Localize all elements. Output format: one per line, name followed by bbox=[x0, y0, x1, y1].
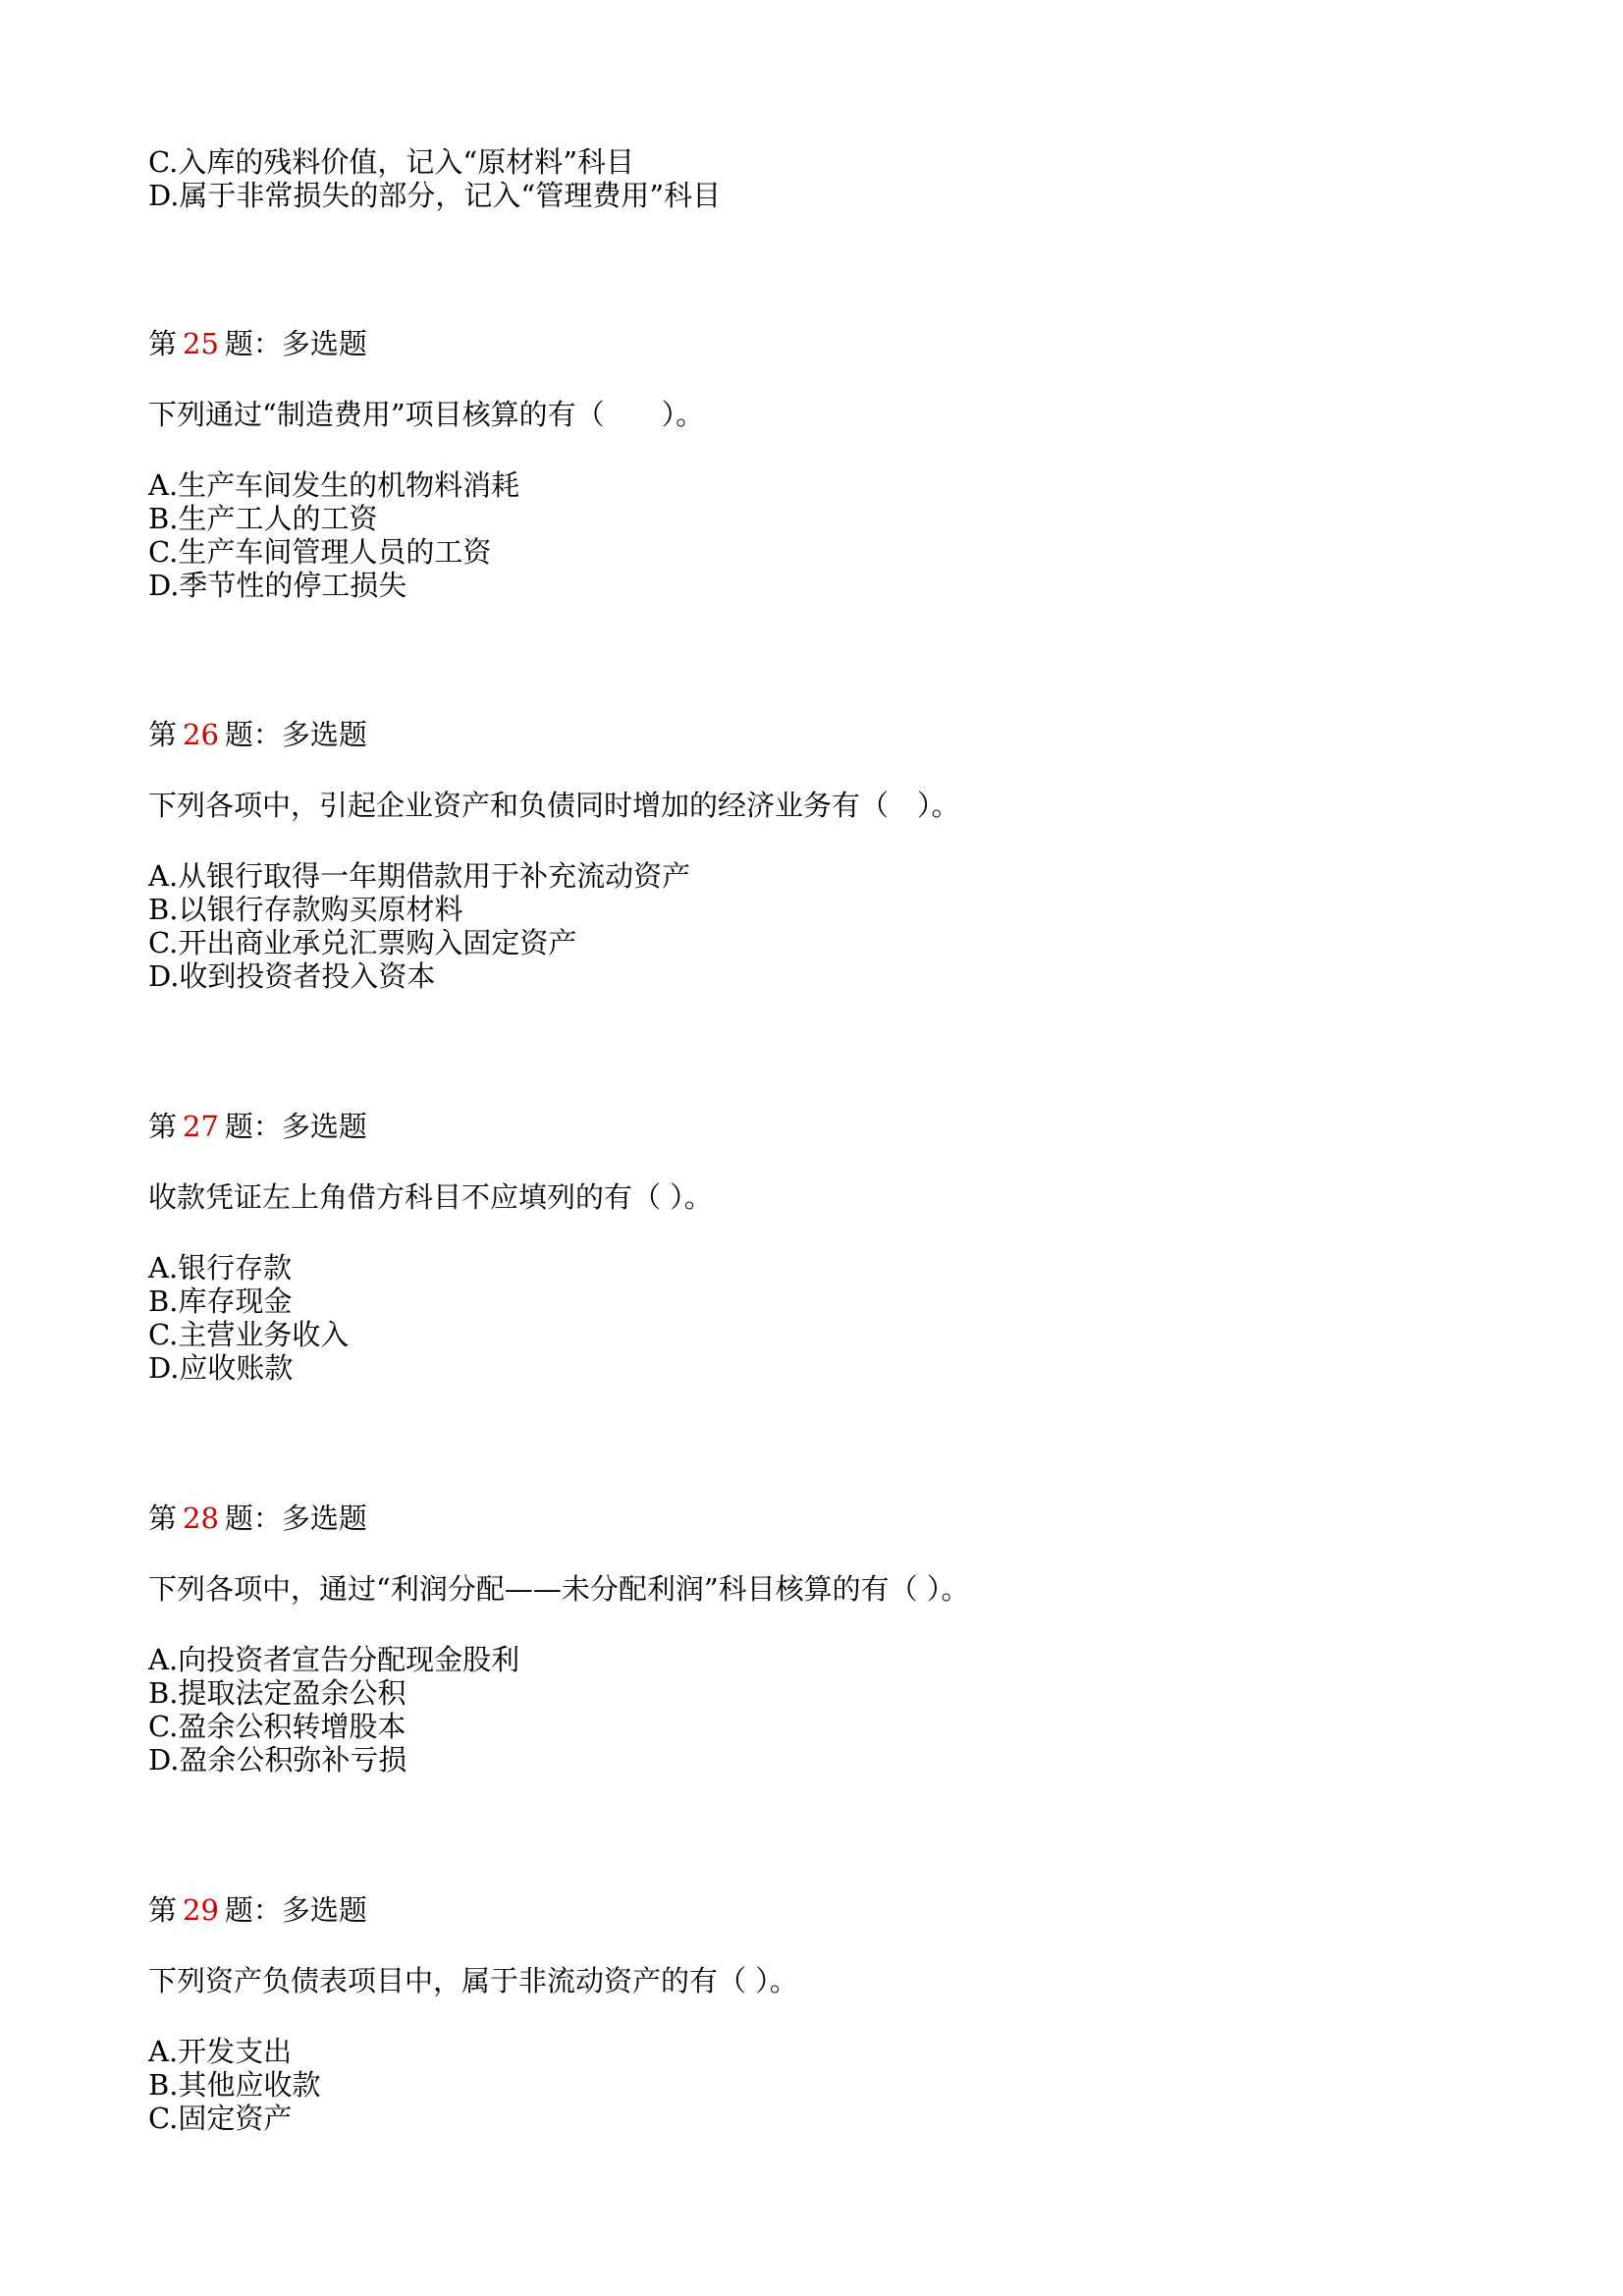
question-header bbox=[148, 718, 1523, 751]
option-c: C.开出商业承兑汇票购入固定资产 bbox=[148, 926, 577, 959]
question-stem: 下列资产负债表项目中，属于非流动资产的有（ ）。 bbox=[148, 1964, 798, 1997]
option-list bbox=[148, 1643, 1523, 1777]
option-b: B.其他应收款 bbox=[148, 2068, 321, 2102]
question-type: 题：多选题 bbox=[224, 718, 367, 751]
option-d: D.盈余公积弥补亏损 bbox=[148, 1743, 407, 1777]
question-header bbox=[148, 1893, 1523, 1927]
option-d: D.收到投资者投入资本 bbox=[148, 959, 436, 993]
question-number: 29 bbox=[183, 1893, 219, 1927]
question-stem: 下列各项中，通过“利润分配——未分配利润”科目核算的有（ ）。 bbox=[148, 1572, 970, 1606]
question-stem: 收款凭证左上角借方科目不应填列的有（ ）。 bbox=[148, 1180, 713, 1214]
question-block bbox=[148, 1110, 1523, 1385]
question-number: 28 bbox=[183, 1502, 219, 1535]
question-prefix: 第 bbox=[148, 1893, 178, 1927]
option-c: C.主营业务收入 bbox=[148, 1318, 350, 1351]
question-number: 26 bbox=[183, 718, 219, 751]
question-number: 25 bbox=[183, 327, 219, 360]
question-stem: 下列各项中，引起企业资产和负债同时增加的经济业务有（ ）。 bbox=[148, 789, 960, 822]
option-b: B.生产工人的工资 bbox=[148, 502, 378, 535]
option-list bbox=[148, 2035, 1523, 2135]
question-prefix: 第 bbox=[148, 1110, 178, 1143]
option-a: A.向投资者宣告分配现金股利 bbox=[148, 1643, 520, 1676]
question-number: 27 bbox=[183, 1110, 219, 1143]
option-c: C.生产车间管理人员的工资 bbox=[148, 535, 492, 569]
question-prefix: 第 bbox=[148, 718, 178, 751]
question-type: 题：多选题 bbox=[224, 327, 367, 360]
option-c: C.固定资产 bbox=[148, 2102, 293, 2135]
question-prefix: 第 bbox=[148, 327, 178, 360]
question-stem: 下列通过“制造费用”项目核算的有（ ）。 bbox=[148, 398, 705, 431]
option-c: C.盈余公积转增股本 bbox=[148, 1710, 406, 1743]
option-a: A.生产车间发生的机物料消耗 bbox=[148, 468, 520, 502]
question-block bbox=[148, 1893, 1523, 2135]
question-type: 题：多选题 bbox=[224, 1502, 367, 1535]
question-block bbox=[148, 1502, 1523, 1777]
option-d: D.季节性的停工损失 bbox=[148, 569, 407, 602]
option-list bbox=[148, 1251, 1523, 1385]
question-header bbox=[148, 1110, 1523, 1143]
option-b: B.库存现金 bbox=[148, 1285, 293, 1318]
question-block bbox=[148, 327, 1523, 602]
option-b: B.以银行存款购买原材料 bbox=[148, 893, 463, 926]
option-d: D.应收账款 bbox=[148, 1351, 294, 1385]
option-list bbox=[148, 468, 1523, 602]
question-type: 题：多选题 bbox=[224, 1110, 367, 1143]
option-line: D.属于非常损失的部分，记入“管理费用”科目 bbox=[148, 179, 722, 212]
option-line: C.入库的残料价值，记入“原材料”科目 bbox=[148, 145, 635, 179]
question-header bbox=[148, 327, 1523, 360]
option-a: A.开发支出 bbox=[148, 2035, 293, 2068]
question-type: 题：多选题 bbox=[224, 1893, 367, 1927]
question-prefix: 第 bbox=[148, 1502, 178, 1535]
option-list bbox=[148, 859, 1523, 993]
option-b: B.提取法定盈余公积 bbox=[148, 1676, 406, 1710]
question-block bbox=[148, 718, 1523, 993]
option-a: A.银行存款 bbox=[148, 1251, 293, 1285]
question-header bbox=[148, 1502, 1523, 1535]
option-a: A.从银行取得一年期借款用于补充流动资产 bbox=[148, 859, 691, 893]
